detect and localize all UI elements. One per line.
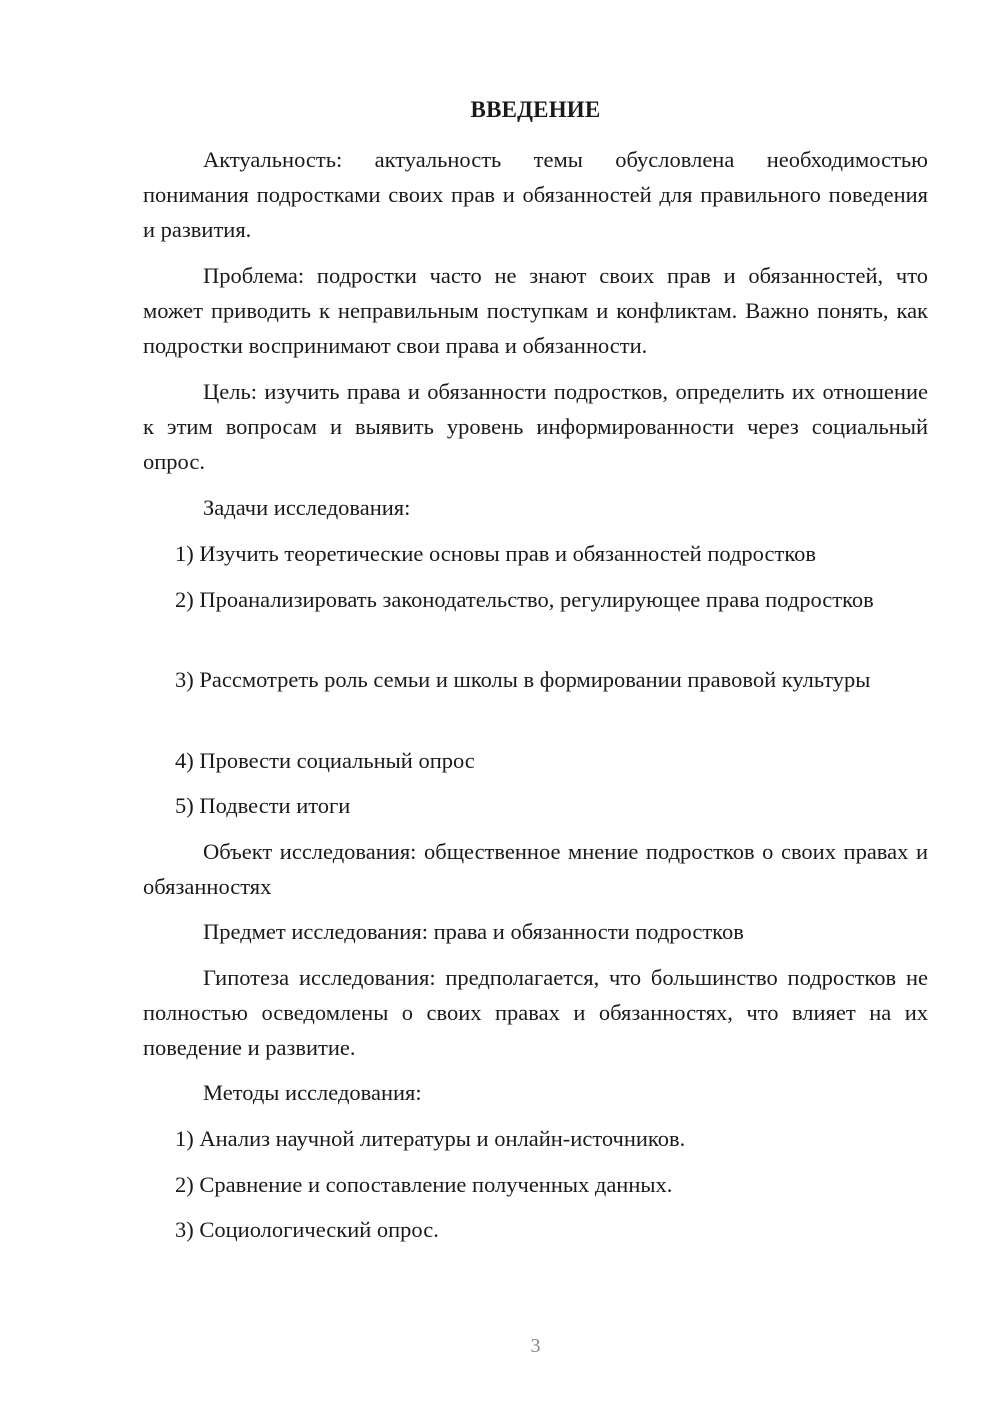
task-item-3: 3) Рассмотреть роль семьи и школы в формировании правовой культуры (175, 667, 871, 692)
goal-paragraph: Цель: изучить права и обязанности подростков, определить их отношение к этим вопросам и выявить уровень информированности через социальный опрос. (143, 379, 928, 474)
methods-title: Методы исследования: (203, 1080, 422, 1105)
subject-paragraph: Предмет исследования: права и обязанности подростков (203, 919, 744, 944)
document-page (143, 0, 928, 1414)
task-item-2: 2) Проанализировать законодательство, регулирующее права подростков (175, 587, 874, 612)
page-number: 3 (530, 1335, 541, 1357)
task-item-4: 4) Провести социальный опрос (175, 748, 475, 773)
object-paragraph: Объект исследования: общественное мнение подростков о своих правах и обязанностях (143, 839, 928, 899)
tasks-title: Задачи исследования: (203, 495, 411, 520)
problem-paragraph: Проблема: подростки часто не знают своих прав и обязанностей, что может приводить к неправильным поступкам и конфликтам. Важно понять, как подростки воспринимают свои права и обязанности. (143, 263, 928, 358)
task-item-5: 5) Подвести итоги (175, 793, 351, 818)
hypothesis-paragraph: Гипотеза исследования: предполагается, что большинство подростков не полностью осведомлены о своих правах и обязанностях, что влияет на их поведение и развитие. (143, 965, 928, 1060)
relevance-paragraph: Актуальность: актуальность темы обусловлена необходимостью понимания подростками своих прав и обязанностей для правильного поведения и развития. (143, 147, 928, 242)
section-heading: ВВЕДЕНИЕ (470, 97, 601, 122)
method-item-3: 3) Социологический опрос. (175, 1217, 439, 1242)
method-item-1: 1) Анализ научной литературы и онлайн-источников. (175, 1126, 686, 1151)
task-item-1: 1) Изучить теоретические основы прав и обязанностей подростков (175, 541, 816, 566)
method-item-2: 2) Сравнение и сопоставление полученных данных. (175, 1172, 673, 1197)
